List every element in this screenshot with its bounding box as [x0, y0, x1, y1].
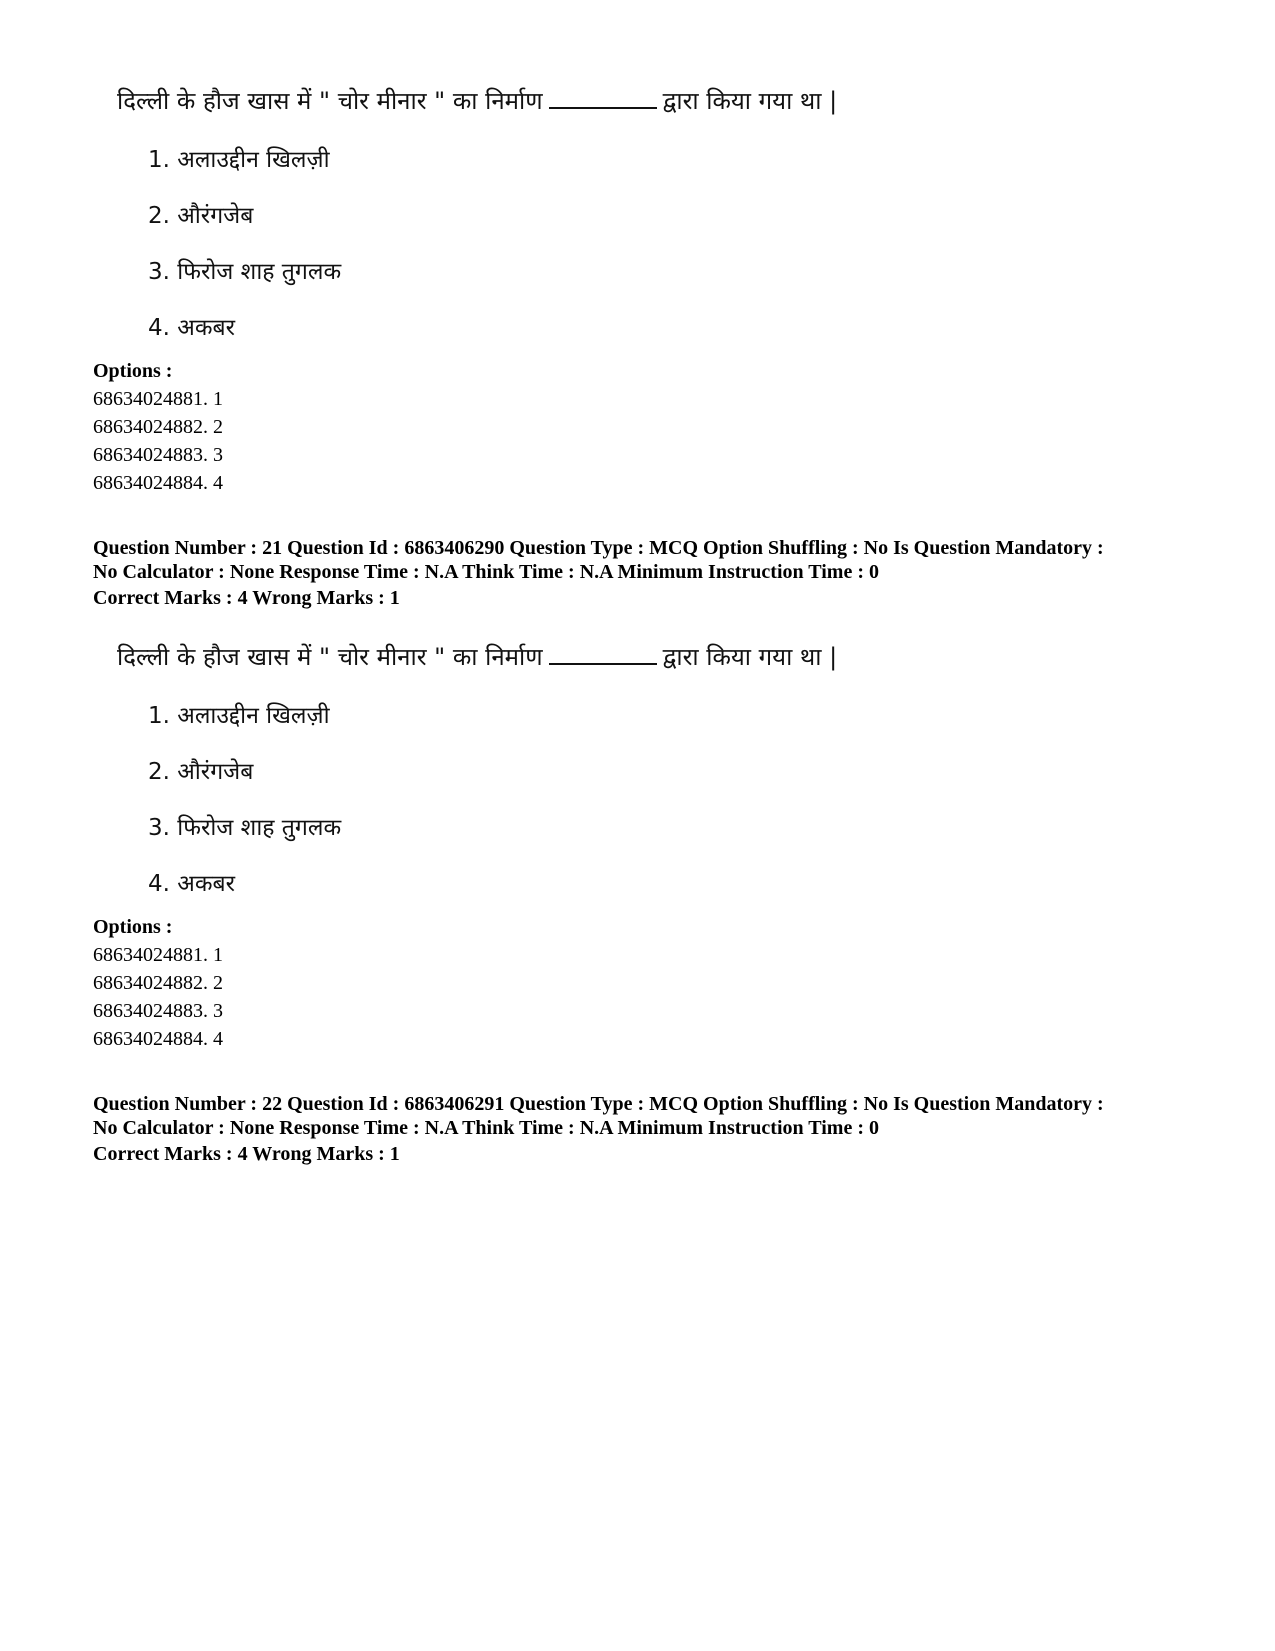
q21-choice-4: 4. अकबर	[148, 871, 236, 897]
q22-marks: Correct Marks : 4 Wrong Marks : 1	[93, 1143, 400, 1165]
q21-choice-2: 2. औरंगजेब	[148, 759, 254, 785]
choice-2: 2. औरंगजेब	[148, 203, 254, 229]
q21-options-label: Options :	[93, 916, 173, 938]
q21-meta-line2: No Calculator : None Response Time : N.A Think Time : N.A Minimum Instruction Time : 0	[93, 561, 879, 583]
q21-marks: Correct Marks : 4 Wrong Marks : 1	[93, 587, 400, 609]
q21-question-text-suffix: द्वारा किया गया था |	[662, 643, 838, 671]
q21-choice-1: 1. अलाउद्दीन खिलज़ी	[148, 703, 330, 729]
choice-1: 1. अलाउद्दीन खिलज़ी	[148, 147, 330, 173]
q21-meta	[93, 536, 1213, 584]
question-text-prefix: दिल्ली के हौज खास में " चोर मीनार " का निर्माण	[117, 87, 543, 115]
choice-4: 4. अकबर	[148, 315, 236, 341]
q22-meta	[93, 1092, 1213, 1140]
option-2: 68634024882. 2	[93, 416, 223, 438]
q21-question-blank	[549, 663, 657, 665]
q21-choice-3: 3. फिरोज शाह तुगलक	[148, 815, 342, 841]
question-text-suffix: द्वारा किया गया था |	[662, 87, 838, 115]
q21-option-1: 68634024881. 1	[93, 944, 223, 966]
q21-option-3: 68634024883. 3	[93, 1000, 223, 1022]
q22-meta-line2: No Calculator : None Response Time : N.A Think Time : N.A Minimum Instruction Time : 0	[93, 1117, 879, 1139]
q22-meta-line1: Question Number : 22 Question Id : 6863406291 Question Type : MCQ Option Shuffling : No Is Question Mandatory :	[93, 1093, 1104, 1115]
question-text	[117, 84, 837, 117]
choice-3: 3. फिरोज शाह तुगलक	[148, 259, 342, 285]
q21-meta-line1: Question Number : 21 Question Id : 6863406290 Question Type : MCQ Option Shuffling : No Is Question Mandatory :	[93, 537, 1104, 559]
option-1: 68634024881. 1	[93, 388, 223, 410]
option-3: 68634024883. 3	[93, 444, 223, 466]
question-blank	[549, 107, 657, 109]
option-4: 68634024884. 4	[93, 472, 223, 494]
q21-question-text	[117, 640, 837, 673]
q21-option-4: 68634024884. 4	[93, 1028, 223, 1050]
options-label: Options :	[93, 360, 173, 382]
q21-question-text-prefix: दिल्ली के हौज खास में " चोर मीनार " का निर्माण	[117, 643, 543, 671]
q21-option-2: 68634024882. 2	[93, 972, 223, 994]
